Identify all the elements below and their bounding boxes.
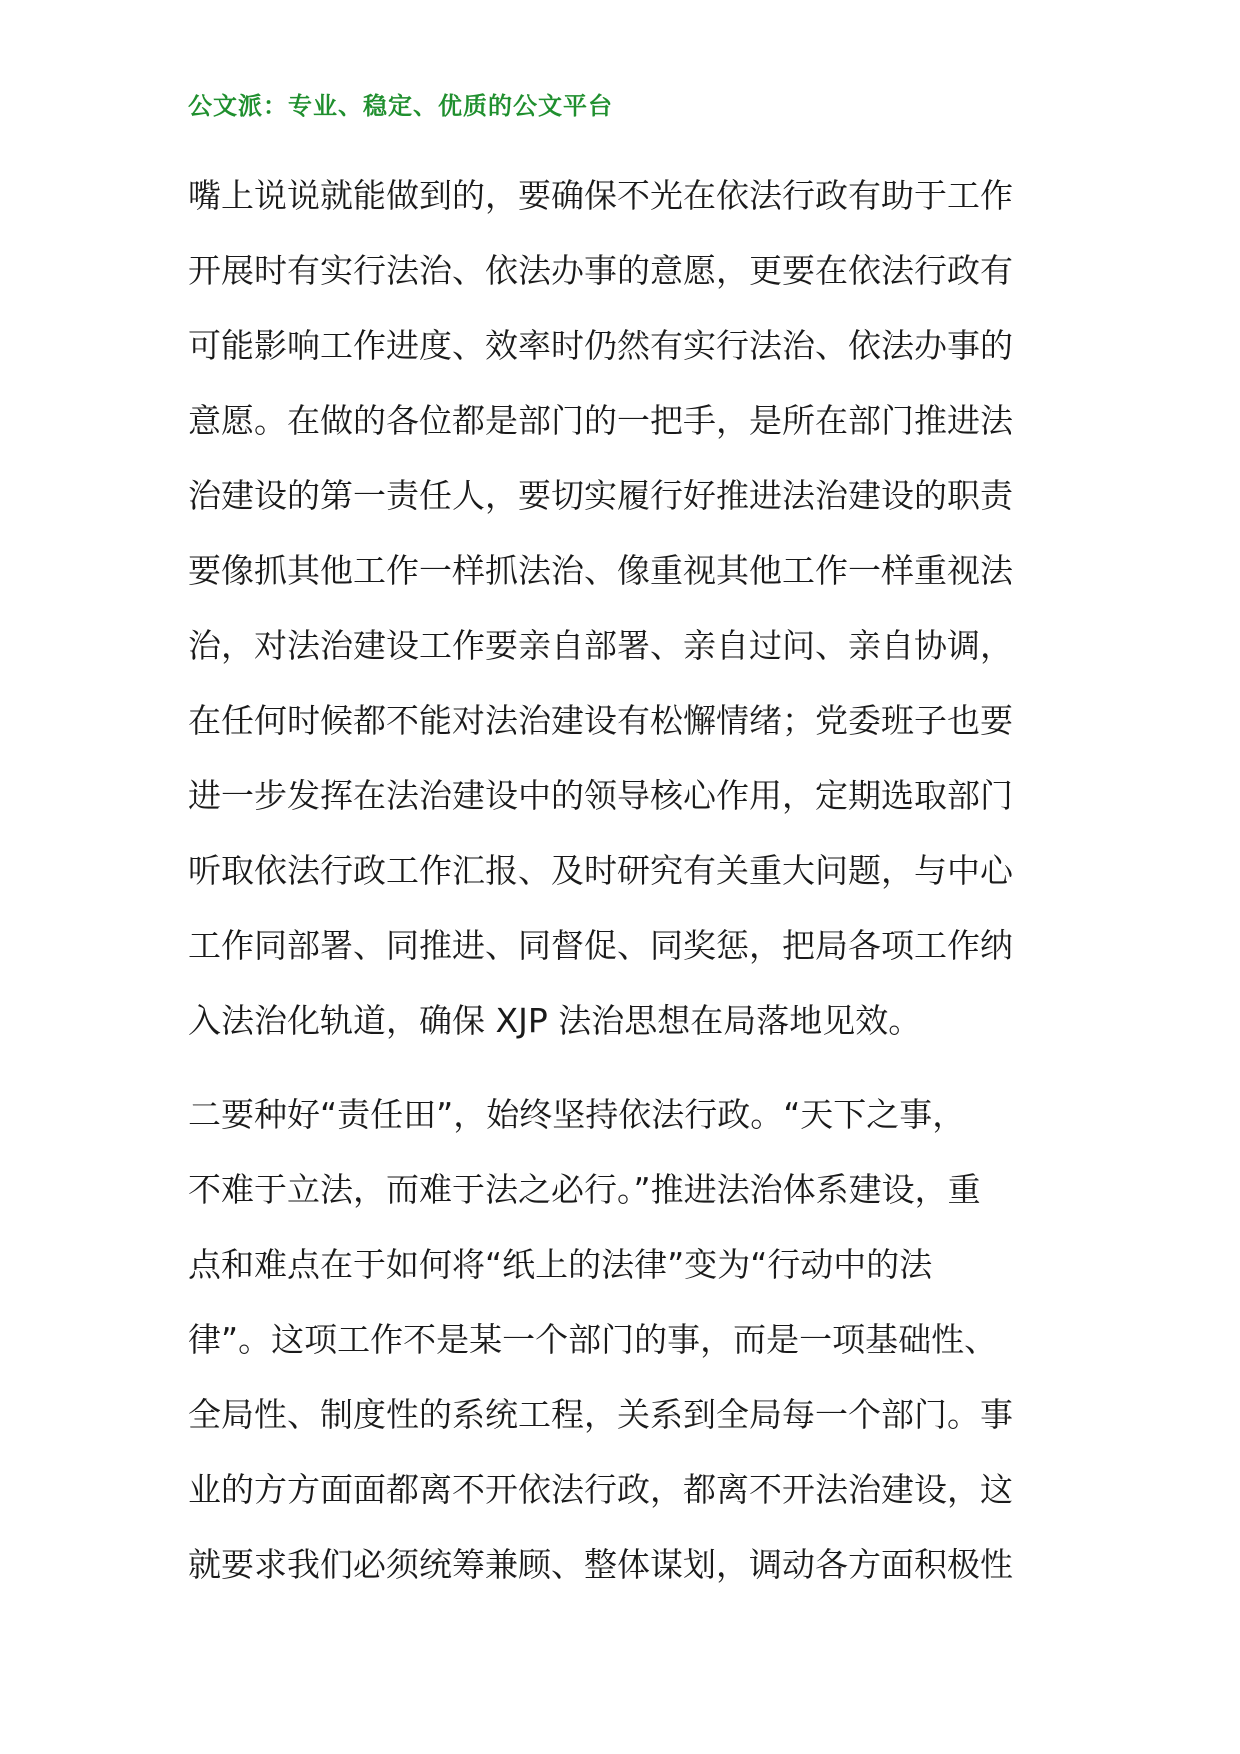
page-header-title: 公文派：专业、稳定、优质的公文平台	[188, 92, 613, 120]
paragraph-line: 律”。这项工作不是某一个部门的事，而是一项基础性、	[188, 1320, 998, 1359]
paragraph-line: 进一步发挥在法治建设中的领导核心作用，定期选取部门	[188, 776, 1013, 815]
paragraph-line: 在任何时候都不能对法治建设有松懈情绪；党委班子也要	[188, 701, 1013, 740]
paragraph-line: 开展时有实行法治、依法办事的意愿，更要在依法行政有	[188, 251, 1013, 290]
paragraph-line: 意愿。在做的各位都是部门的一把手，是所在部门推进法	[188, 401, 1013, 440]
paragraph-line: 入法治化轨道，确保 XJP 法治思想在局落地见效。	[188, 1001, 922, 1040]
paragraph-line: 治，对法治建设工作要亲自部署、亲自过问、亲自协调，	[188, 626, 1013, 665]
paragraph-line: 业的方方面面都离不开依法行政，都离不开法治建设，这	[188, 1470, 1013, 1509]
paragraph-1	[188, 158, 1068, 1058]
paragraph-line: 点和难点在于如何将“纸上的法律”变为“行动中的法	[188, 1245, 933, 1284]
paragraph-line: 嘴上说说就能做到的，要确保不光在依法行政有助于工作	[188, 176, 1013, 215]
paragraph-2	[188, 1077, 1068, 1602]
paragraph-line: 工作同部署、同推进、同督促、同奖惩，把局各项工作纳	[188, 926, 1013, 965]
paragraph-line: 就要求我们必须统筹兼顾、整体谋划，调动各方面积极性	[188, 1545, 1013, 1584]
paragraph-line: 不难于立法，而难于法之必行。”推进法治体系建设，重	[188, 1170, 981, 1209]
paragraph-line: 听取依法行政工作汇报、及时研究有关重大问题，与中心	[188, 851, 1013, 890]
paragraph-line: 二要种好“责任田”，始终坚持依法行政。“天下之事，	[188, 1095, 966, 1134]
paragraph-line: 要像抓其他工作一样抓法治、像重视其他工作一样重视法	[188, 551, 1013, 590]
paragraph-line: 治建设的第一责任人，要切实履行好推进法治建设的职责	[188, 476, 1013, 515]
paragraph-line: 可能影响工作进度、效率时仍然有实行法治、依法办事的	[188, 326, 1013, 365]
paragraph-line: 全局性、制度性的系统工程，关系到全局每一个部门。事	[188, 1395, 1013, 1434]
